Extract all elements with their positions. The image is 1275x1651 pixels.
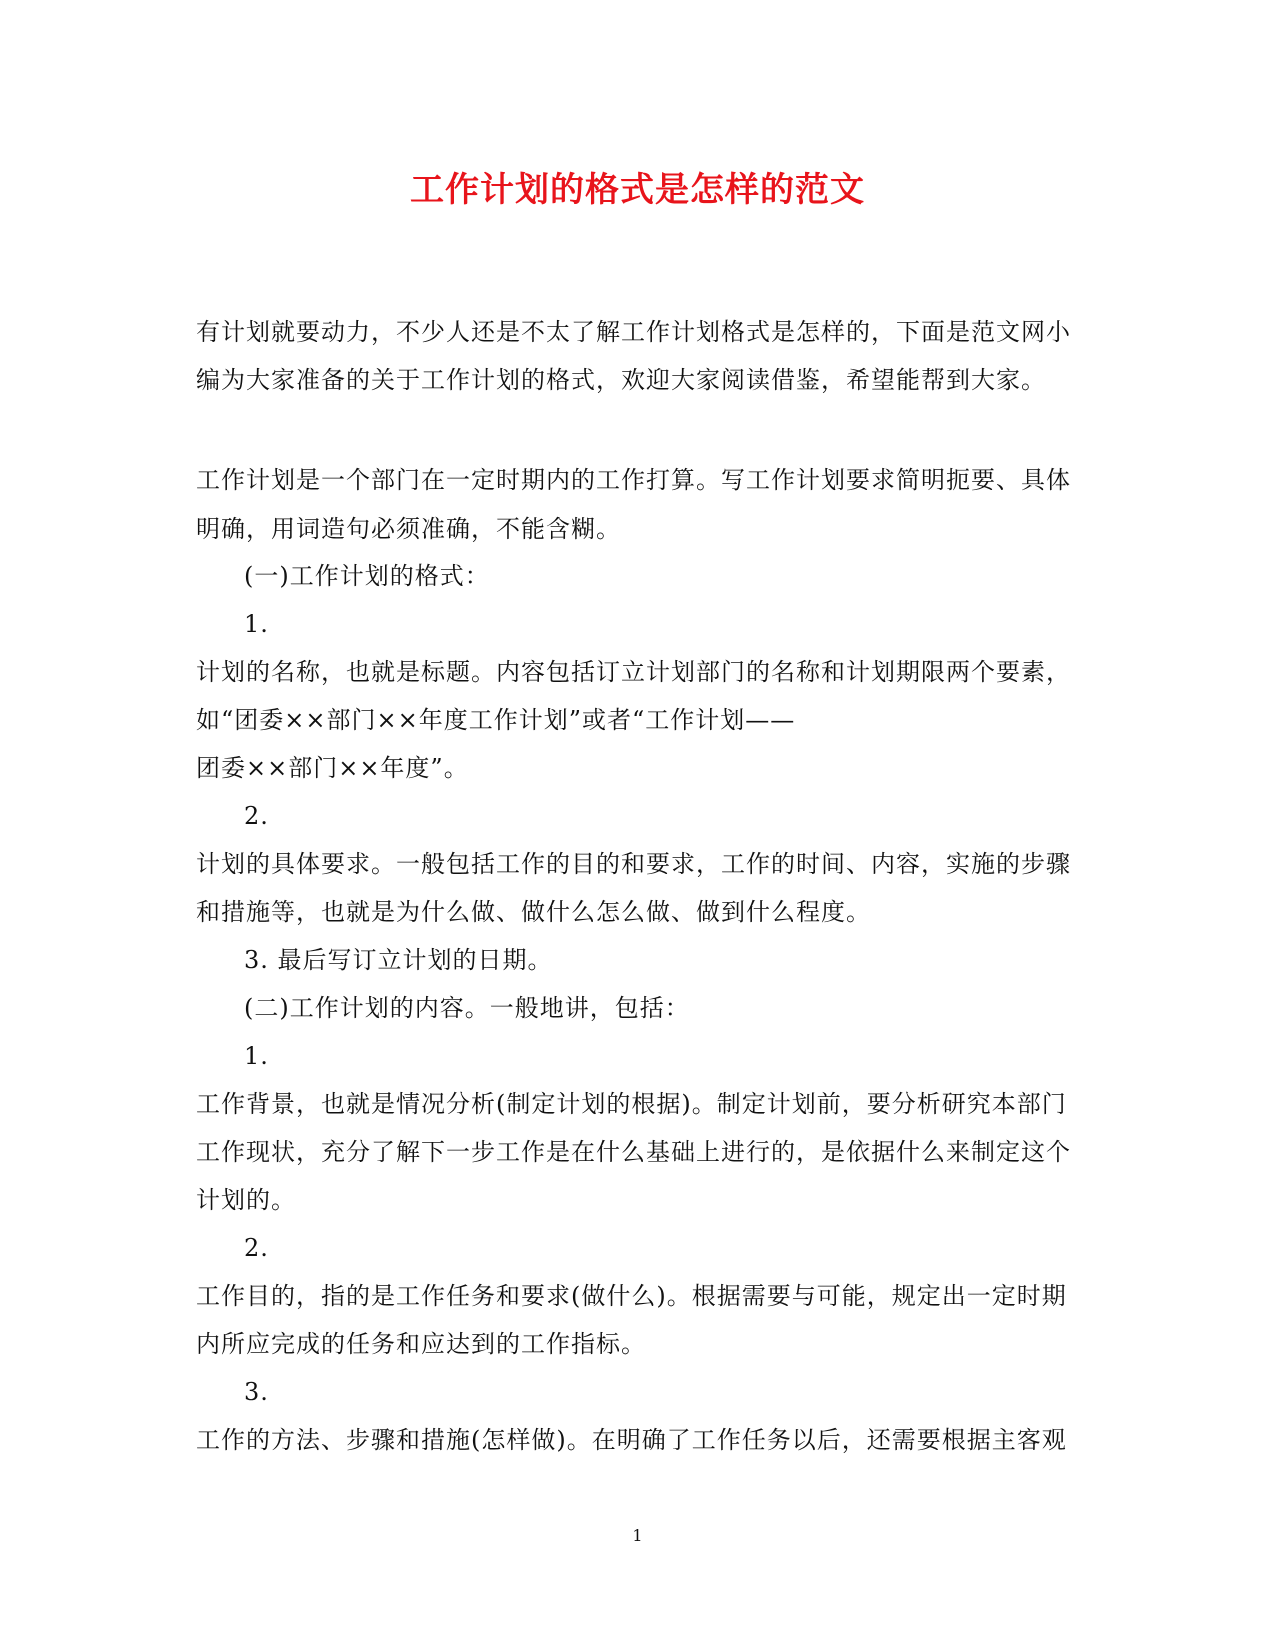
paragraph-line: 工作背景，也就是情况分析(制定计划的根据)。制定计划前，要分析研究本部门 xyxy=(196,1090,1067,1118)
list-number: 2. xyxy=(244,1234,269,1262)
paragraph-line: 工作现状，充分了解下一步工作是在什么基础上进行的，是依据什么来制定这个 xyxy=(196,1138,1071,1166)
paragraph-line: 团委××部门××年度”。 xyxy=(196,754,469,782)
paragraph-line: 和措施等，也就是为什么做、做什么怎么做、做到什么程度。 xyxy=(196,898,871,926)
list-number: 2. xyxy=(244,802,269,830)
paragraph-line: 计划的具体要求。一般包括工作的目的和要求，工作的时间、内容，实施的步骤 xyxy=(196,850,1071,878)
list-number: 3. xyxy=(244,1378,269,1406)
section-heading: (一)工作计划的格式： xyxy=(244,562,490,590)
paragraph-line: 内所应完成的任务和应达到的工作指标。 xyxy=(196,1330,646,1358)
paragraph-line: 如“团委××部门××年度工作计划”或者“工作计划—— xyxy=(196,706,796,734)
list-number: 1. xyxy=(244,610,269,638)
page-number: 1 xyxy=(632,1526,643,1545)
paragraph-line: 明确，用词造句必须准确，不能含糊。 xyxy=(196,515,621,543)
document-title: 工作计划的格式是怎样的范文 xyxy=(410,170,865,210)
paragraph-line: 计划的。 xyxy=(196,1186,296,1214)
list-number: 1. xyxy=(244,1042,269,1070)
paragraph-line: 工作的方法、步骤和措施(怎样做)。在明确了工作任务以后，还需要根据主客观 xyxy=(196,1426,1067,1454)
paragraph-line: 工作计划是一个部门在一定时期内的工作打算。写工作计划要求简明扼要、具体 xyxy=(196,466,1071,494)
paragraph-line: 有计划就要动力，不少人还是不太了解工作计划格式是怎样的，下面是范文网小 xyxy=(196,318,1071,346)
section-heading: (二)工作计划的内容。一般地讲，包括： xyxy=(244,994,690,1022)
paragraph-line: 计划的名称，也就是标题。内容包括订立计划部门的名称和计划期限两个要素， xyxy=(196,658,1071,686)
paragraph-line: 工作目的，指的是工作任务和要求(做什么)。根据需要与可能，规定出一定时期 xyxy=(196,1282,1067,1310)
list-item: 3. 最后写订立计划的日期。 xyxy=(244,946,553,974)
paragraph-line: 编为大家准备的关于工作计划的格式，欢迎大家阅读借鉴，希望能帮到大家。 xyxy=(196,366,1046,394)
